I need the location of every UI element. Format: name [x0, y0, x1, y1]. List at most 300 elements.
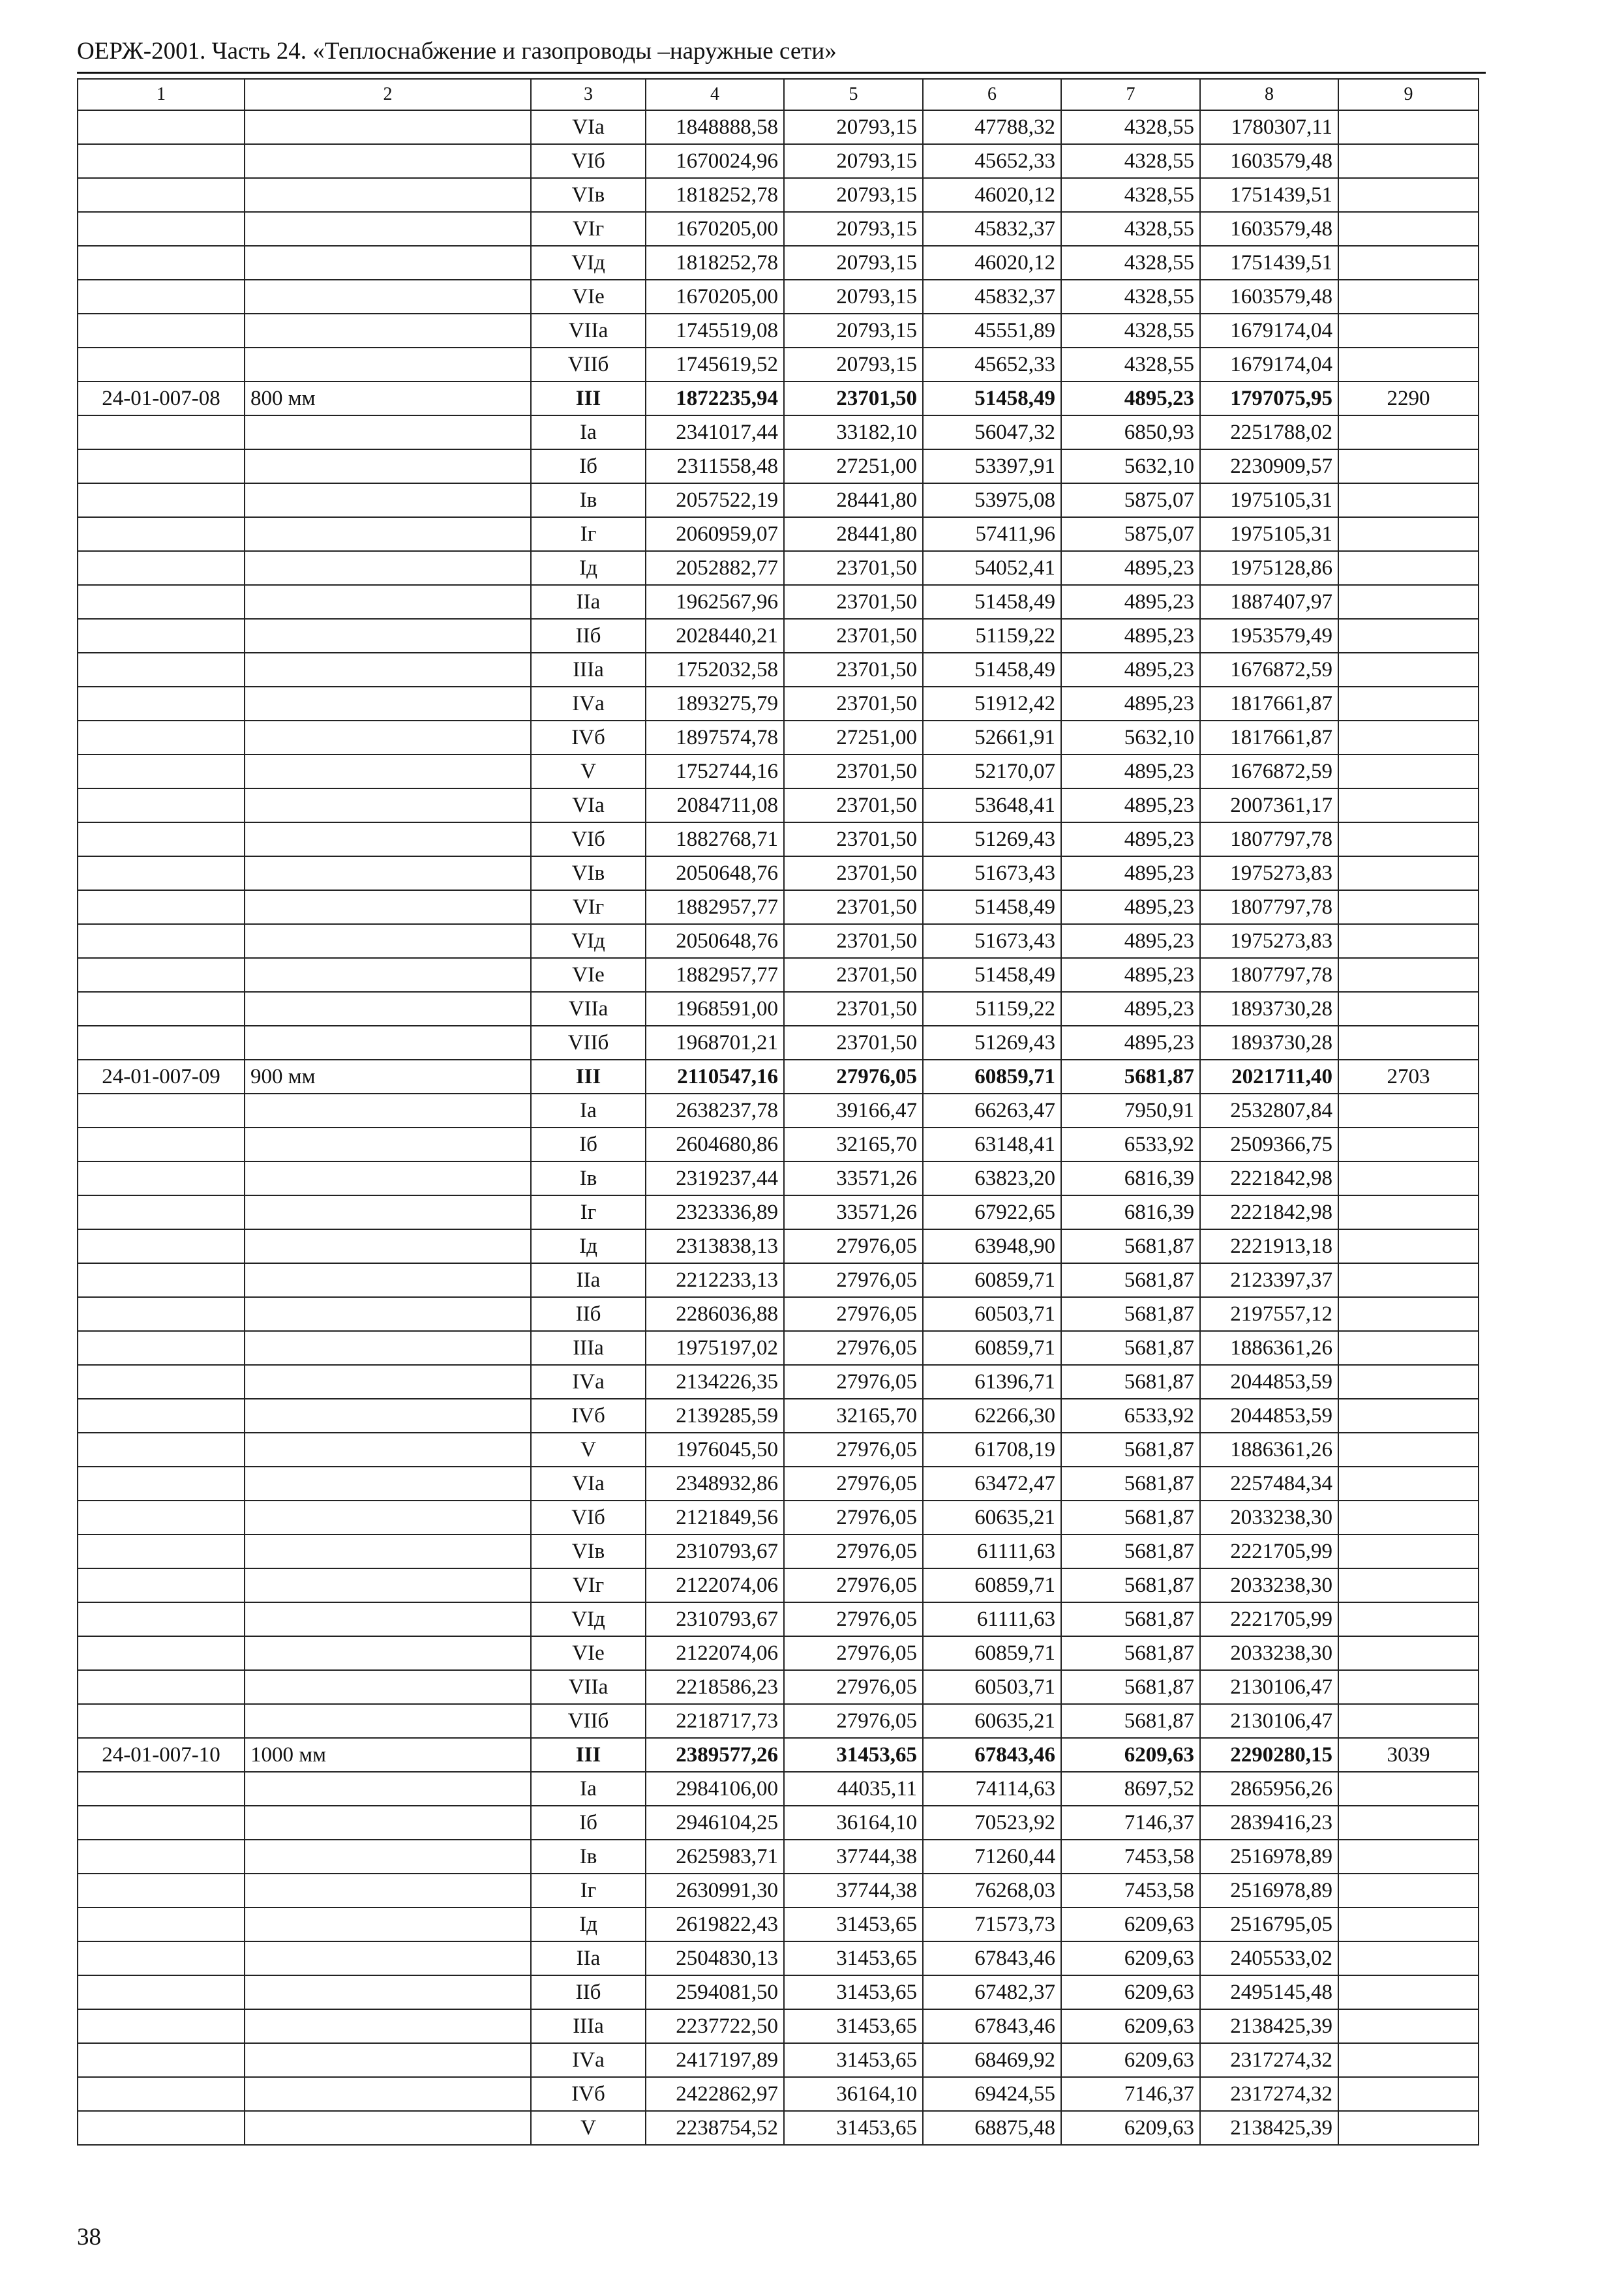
empty-cell: [245, 1602, 531, 1636]
empty-cell: [1338, 280, 1479, 314]
empty-cell: [1338, 1331, 1479, 1365]
value-cell: 7146,37: [1061, 2077, 1200, 2111]
value-cell: 5681,87: [1061, 1433, 1200, 1467]
empty-cell: [78, 517, 245, 551]
value-cell: 27976,05: [784, 1365, 923, 1399]
value-cell: 4328,55: [1061, 144, 1200, 178]
value-cell: 36164,10: [784, 1806, 923, 1840]
empty-cell: [1338, 1128, 1479, 1161]
value-cell: 37744,38: [784, 1874, 923, 1908]
empty-cell: [245, 280, 531, 314]
value-cell: 23701,50: [784, 856, 923, 890]
value-cell: 27976,05: [784, 1534, 923, 1568]
zone-code: VIIа: [531, 992, 646, 1026]
table-row: [78, 178, 1479, 212]
empty-cell: [78, 2043, 245, 2077]
value-cell: 60503,71: [923, 1297, 1061, 1331]
table-row: [78, 415, 1479, 449]
value-cell: 46020,12: [923, 246, 1061, 280]
value-cell: 4895,23: [1061, 551, 1200, 585]
value-cell: 2218717,73: [646, 1704, 784, 1738]
column-header: 3: [531, 79, 646, 110]
value-cell: 1975273,83: [1200, 924, 1338, 958]
empty-cell: [78, 822, 245, 856]
value-cell: 1603579,48: [1200, 212, 1338, 246]
table-row: [78, 2009, 1479, 2043]
empty-cell: [1338, 1534, 1479, 1568]
empty-cell: [1338, 1026, 1479, 1060]
value-cell: 23701,50: [784, 382, 923, 415]
value-cell: 4328,55: [1061, 246, 1200, 280]
value-cell: 52661,91: [923, 721, 1061, 755]
empty-cell: [78, 280, 245, 314]
value-cell: 45551,89: [923, 314, 1061, 348]
value-cell: 2317274,32: [1200, 2077, 1338, 2111]
empty-cell: [245, 1026, 531, 1060]
value-cell: 33571,26: [784, 1161, 923, 1195]
empty-cell: [245, 483, 531, 517]
empty-cell: [78, 449, 245, 483]
value-cell: 4895,23: [1061, 585, 1200, 619]
value-cell: 27251,00: [784, 449, 923, 483]
value-cell: 2230909,57: [1200, 449, 1338, 483]
empty-cell: [245, 449, 531, 483]
empty-cell: [245, 1534, 531, 1568]
empty-cell: [78, 2077, 245, 2111]
empty-cell: [78, 1365, 245, 1399]
zone-code: VIIб: [531, 1026, 646, 1060]
value-cell: 1676872,59: [1200, 755, 1338, 788]
empty-cell: [1338, 585, 1479, 619]
zone-code: V: [531, 755, 646, 788]
value-cell: 53397,91: [923, 449, 1061, 483]
table-row: [78, 1331, 1479, 1365]
value-cell: 67843,46: [923, 1738, 1061, 1772]
zone-code: VIIб: [531, 1704, 646, 1738]
value-cell: 1752032,58: [646, 653, 784, 687]
value-cell: 1848888,58: [646, 110, 784, 144]
value-cell: 4895,23: [1061, 619, 1200, 653]
value-cell: 61111,63: [923, 1534, 1061, 1568]
zone-code: VIб: [531, 822, 646, 856]
empty-cell: [245, 1128, 531, 1161]
value-cell: 2313838,13: [646, 1229, 784, 1263]
zone-code: VIг: [531, 212, 646, 246]
zone-code: IVб: [531, 721, 646, 755]
value-cell: 70523,92: [923, 1806, 1061, 1840]
value-cell: 1893275,79: [646, 687, 784, 721]
empty-cell: [1338, 348, 1479, 382]
value-cell: 68469,92: [923, 2043, 1061, 2077]
value-cell: 5632,10: [1061, 721, 1200, 755]
value-cell: 61111,63: [923, 1602, 1061, 1636]
value-cell: 36164,10: [784, 2077, 923, 2111]
empty-cell: [245, 1161, 531, 1195]
empty-cell: [245, 2043, 531, 2077]
empty-cell: [1338, 449, 1479, 483]
value-cell: 2212233,13: [646, 1263, 784, 1297]
zone-code: IVа: [531, 2043, 646, 2077]
value-cell: 8697,52: [1061, 1772, 1200, 1806]
zone-code: IIа: [531, 1941, 646, 1975]
empty-cell: [245, 2009, 531, 2043]
value-cell: 2348932,86: [646, 1467, 784, 1501]
value-cell: 27976,05: [784, 1433, 923, 1467]
value-cell: 2389577,26: [646, 1738, 784, 1772]
empty-cell: [1338, 958, 1479, 992]
value-cell: 2021711,40: [1200, 1060, 1338, 1094]
value-cell: 4895,23: [1061, 924, 1200, 958]
value-cell: 2197557,12: [1200, 1297, 1338, 1331]
value-cell: 2130106,47: [1200, 1704, 1338, 1738]
value-cell: 6816,39: [1061, 1195, 1200, 1229]
pipe-diameter: 800 мм: [245, 382, 531, 415]
value-cell: 66263,47: [923, 1094, 1061, 1128]
value-cell: 2311558,48: [646, 449, 784, 483]
table-row: [78, 382, 1479, 415]
value-cell: 4328,55: [1061, 212, 1200, 246]
value-cell: 2057522,19: [646, 483, 784, 517]
empty-cell: [1338, 1195, 1479, 1229]
value-cell: 44035,11: [784, 1772, 923, 1806]
table-row: [78, 1094, 1479, 1128]
value-cell: 1975105,31: [1200, 517, 1338, 551]
value-cell: 27976,05: [784, 1297, 923, 1331]
value-cell: 27976,05: [784, 1568, 923, 1602]
value-cell: 2052882,77: [646, 551, 784, 585]
value-cell: 5681,87: [1061, 1297, 1200, 1331]
value-cell: 5681,87: [1061, 1365, 1200, 1399]
empty-cell: [78, 1704, 245, 1738]
value-cell: 6533,92: [1061, 1399, 1200, 1433]
value-cell: 4895,23: [1061, 856, 1200, 890]
table-row: [78, 619, 1479, 653]
value-cell: 2317274,32: [1200, 2043, 1338, 2077]
value-cell: 2516795,05: [1200, 1908, 1338, 1941]
empty-cell: [1338, 1433, 1479, 1467]
zone-code: IIб: [531, 1297, 646, 1331]
value-cell: 5875,07: [1061, 483, 1200, 517]
value-cell: 1603579,48: [1200, 280, 1338, 314]
value-cell: 4895,23: [1061, 653, 1200, 687]
table-row: [78, 1399, 1479, 1433]
empty-cell: [1338, 246, 1479, 280]
value-cell: 31453,65: [784, 1975, 923, 2009]
value-cell: 27976,05: [784, 1704, 923, 1738]
value-cell: 2310793,67: [646, 1602, 784, 1636]
value-cell: 6209,63: [1061, 2009, 1200, 2043]
table-row: [78, 721, 1479, 755]
empty-cell: [78, 1670, 245, 1704]
value-cell: 32165,70: [784, 1128, 923, 1161]
value-cell: 2138425,39: [1200, 2111, 1338, 2145]
rate-code: 24-01-007-10: [78, 1738, 245, 1772]
value-cell: 2619822,43: [646, 1908, 784, 1941]
zone-code: VIе: [531, 280, 646, 314]
table-row: [78, 517, 1479, 551]
zone-code: IIб: [531, 1975, 646, 2009]
table-row: [78, 1060, 1479, 1094]
table-row: [78, 1840, 1479, 1874]
value-cell: 2290280,15: [1200, 1738, 1338, 1772]
value-cell: 27976,05: [784, 1467, 923, 1501]
zone-code: VIг: [531, 890, 646, 924]
value-cell: 4895,23: [1061, 958, 1200, 992]
empty-cell: [78, 788, 245, 822]
empty-cell: [245, 1704, 531, 1738]
value-cell: 2110547,16: [646, 1060, 784, 1094]
zone-code: VIв: [531, 856, 646, 890]
empty-cell: [245, 517, 531, 551]
zone-code: V: [531, 2111, 646, 2145]
table-row: [78, 1534, 1479, 1568]
value-cell: 2050648,76: [646, 924, 784, 958]
table-row: [78, 958, 1479, 992]
zone-code: VIд: [531, 924, 646, 958]
table-row: [78, 890, 1479, 924]
empty-cell: [245, 890, 531, 924]
value-cell: 39166,47: [784, 1094, 923, 1128]
empty-cell: [1338, 1772, 1479, 1806]
zone-code: VIIа: [531, 1670, 646, 1704]
value-cell: 20793,15: [784, 178, 923, 212]
zone-code: VIIб: [531, 348, 646, 382]
empty-cell: [1338, 788, 1479, 822]
empty-cell: [1338, 1941, 1479, 1975]
empty-cell: [245, 212, 531, 246]
value-cell: 2319237,44: [646, 1161, 784, 1195]
value-cell: 47788,32: [923, 110, 1061, 144]
value-cell: 2138425,39: [1200, 2009, 1338, 2043]
value-cell: 4895,23: [1061, 1026, 1200, 1060]
value-cell: 54052,41: [923, 551, 1061, 585]
value-cell: 2221705,99: [1200, 1602, 1338, 1636]
zone-code: VIг: [531, 1568, 646, 1602]
value-cell: 27976,05: [784, 1501, 923, 1534]
empty-cell: [1338, 1602, 1479, 1636]
zone-code: IIIа: [531, 653, 646, 687]
pipe-diameter: 900 мм: [245, 1060, 531, 1094]
empty-cell: [78, 2009, 245, 2043]
table-row: [78, 551, 1479, 585]
rate-code: 24-01-007-08: [78, 382, 245, 415]
empty-cell: [1338, 1161, 1479, 1195]
table-row: [78, 1908, 1479, 1941]
value-cell: 20793,15: [784, 314, 923, 348]
empty-cell: [1338, 1975, 1479, 2009]
value-cell: 33182,10: [784, 415, 923, 449]
value-cell: 1807797,78: [1200, 822, 1338, 856]
value-cell: 1882957,77: [646, 890, 784, 924]
zone-code: IVб: [531, 2077, 646, 2111]
value-cell: 2638237,78: [646, 1094, 784, 1128]
column-header: 4: [646, 79, 784, 110]
value-cell: 1897574,78: [646, 721, 784, 755]
value-cell: 27976,05: [784, 1331, 923, 1365]
table-row: [78, 1738, 1479, 1772]
value-cell: 2033238,30: [1200, 1501, 1338, 1534]
table-row: [78, 1128, 1479, 1161]
table-row: [78, 1772, 1479, 1806]
table-row: [78, 1874, 1479, 1908]
value-cell: 2286036,88: [646, 1297, 784, 1331]
empty-cell: [245, 551, 531, 585]
empty-cell: [78, 1026, 245, 1060]
value-cell: 1752744,16: [646, 755, 784, 788]
value-cell: 51458,49: [923, 585, 1061, 619]
column-header: 9: [1338, 79, 1479, 110]
zone-code: Iв: [531, 1840, 646, 1874]
table-row: [78, 483, 1479, 517]
table-row: [78, 822, 1479, 856]
empty-cell: [78, 1806, 245, 1840]
value-cell: 51269,43: [923, 822, 1061, 856]
table-row: [78, 1501, 1479, 1534]
table-row: [78, 1365, 1479, 1399]
value-cell: 1807797,78: [1200, 958, 1338, 992]
empty-cell: [78, 415, 245, 449]
value-cell: 2257484,34: [1200, 1467, 1338, 1501]
table-row: [78, 1161, 1479, 1195]
value-cell: 2532807,84: [1200, 1094, 1338, 1128]
value-cell: 2509366,75: [1200, 1128, 1338, 1161]
empty-cell: [1338, 314, 1479, 348]
value-cell: 31453,65: [784, 1908, 923, 1941]
zone-code: Iг: [531, 1195, 646, 1229]
value-cell: 4895,23: [1061, 822, 1200, 856]
table-row: [78, 1568, 1479, 1602]
value-cell: 6209,63: [1061, 1738, 1200, 1772]
empty-cell: [78, 178, 245, 212]
value-cell: 20793,15: [784, 348, 923, 382]
empty-cell: [245, 246, 531, 280]
value-cell: 2050648,76: [646, 856, 784, 890]
value-cell: 1679174,04: [1200, 314, 1338, 348]
value-cell: 23701,50: [784, 755, 923, 788]
value-cell: 7453,58: [1061, 1840, 1200, 1874]
column-header: 8: [1200, 79, 1338, 110]
value-cell: 20793,15: [784, 280, 923, 314]
zone-code: VIа: [531, 110, 646, 144]
table-row: [78, 1670, 1479, 1704]
empty-cell: [1338, 755, 1479, 788]
zone-code: III: [531, 1060, 646, 1094]
zone-code: IIб: [531, 619, 646, 653]
value-cell: 23701,50: [784, 1026, 923, 1060]
column-header: 7: [1061, 79, 1200, 110]
empty-cell: [78, 1195, 245, 1229]
table-row: [78, 788, 1479, 822]
zone-code: Iд: [531, 1229, 646, 1263]
zone-code: Iб: [531, 1128, 646, 1161]
value-cell: 4328,55: [1061, 110, 1200, 144]
empty-cell: [245, 1501, 531, 1534]
value-cell: 5681,87: [1061, 1467, 1200, 1501]
empty-cell: [245, 1806, 531, 1840]
empty-cell: [245, 1975, 531, 2009]
empty-cell: [78, 1501, 245, 1534]
table-row: [78, 1433, 1479, 1467]
value-cell: 7950,91: [1061, 1094, 1200, 1128]
empty-cell: [245, 1297, 531, 1331]
value-cell: 1603579,48: [1200, 144, 1338, 178]
value-cell: 61396,71: [923, 1365, 1061, 1399]
table-row: [78, 1975, 1479, 2009]
value-cell: 2237722,50: [646, 2009, 784, 2043]
empty-cell: [1338, 2009, 1479, 2043]
table-row: [78, 1195, 1479, 1229]
value-cell: 2033238,30: [1200, 1568, 1338, 1602]
value-cell: 2121849,56: [646, 1501, 784, 1534]
value-cell: 45652,33: [923, 144, 1061, 178]
empty-cell: [1338, 822, 1479, 856]
zone-code: VIа: [531, 1467, 646, 1501]
column-header: 2: [245, 79, 531, 110]
value-cell: 60859,71: [923, 1568, 1061, 1602]
empty-cell: [245, 1908, 531, 1941]
value-cell: 31453,65: [784, 2009, 923, 2043]
value-cell: 71573,73: [923, 1908, 1061, 1941]
empty-cell: [1338, 2077, 1479, 2111]
value-cell: 1670024,96: [646, 144, 784, 178]
value-cell: 2495145,48: [1200, 1975, 1338, 2009]
value-cell: 1893730,28: [1200, 1026, 1338, 1060]
value-cell: 1886361,26: [1200, 1433, 1338, 1467]
value-cell: 63472,47: [923, 1467, 1061, 1501]
zone-code: VIб: [531, 1501, 646, 1534]
table-body: [78, 110, 1479, 2145]
empty-cell: [78, 1297, 245, 1331]
value-cell: 62266,30: [923, 1399, 1061, 1433]
value-cell: 60635,21: [923, 1704, 1061, 1738]
value-cell: 27976,05: [784, 1602, 923, 1636]
table-row: [78, 449, 1479, 483]
value-cell: 2341017,44: [646, 415, 784, 449]
empty-cell: [78, 483, 245, 517]
table-row: [78, 1229, 1479, 1263]
table-row: [78, 280, 1479, 314]
value-cell: 1953579,49: [1200, 619, 1338, 653]
empty-cell: [245, 619, 531, 653]
column-number-row: [78, 79, 1479, 110]
page-number: 38: [77, 2224, 101, 2251]
rate-code: [78, 110, 245, 144]
value-cell: 37744,38: [784, 1840, 923, 1874]
empty-cell: [78, 1534, 245, 1568]
value-cell: 20793,15: [784, 110, 923, 144]
zone-code: VIд: [531, 246, 646, 280]
value-cell: 74114,63: [923, 1772, 1061, 1806]
empty-cell: [1338, 1365, 1479, 1399]
value-cell: 2007361,17: [1200, 788, 1338, 822]
value-cell: 4895,23: [1061, 992, 1200, 1026]
empty-cell: [245, 1840, 531, 1874]
value-cell: 53648,41: [923, 788, 1061, 822]
empty-cell: [245, 585, 531, 619]
value-cell: 1818252,78: [646, 178, 784, 212]
table-row: [78, 1941, 1479, 1975]
table-row: [78, 1263, 1479, 1297]
empty-cell: [78, 348, 245, 382]
value-cell: 1962567,96: [646, 585, 784, 619]
value-cell: 1780307,11: [1200, 110, 1338, 144]
value-cell: 2060959,07: [646, 517, 784, 551]
empty-cell: [245, 1636, 531, 1670]
value-cell: 1887407,97: [1200, 585, 1338, 619]
table-row: [78, 314, 1479, 348]
value-cell: 2594081,50: [646, 1975, 784, 2009]
table-row: [78, 348, 1479, 382]
